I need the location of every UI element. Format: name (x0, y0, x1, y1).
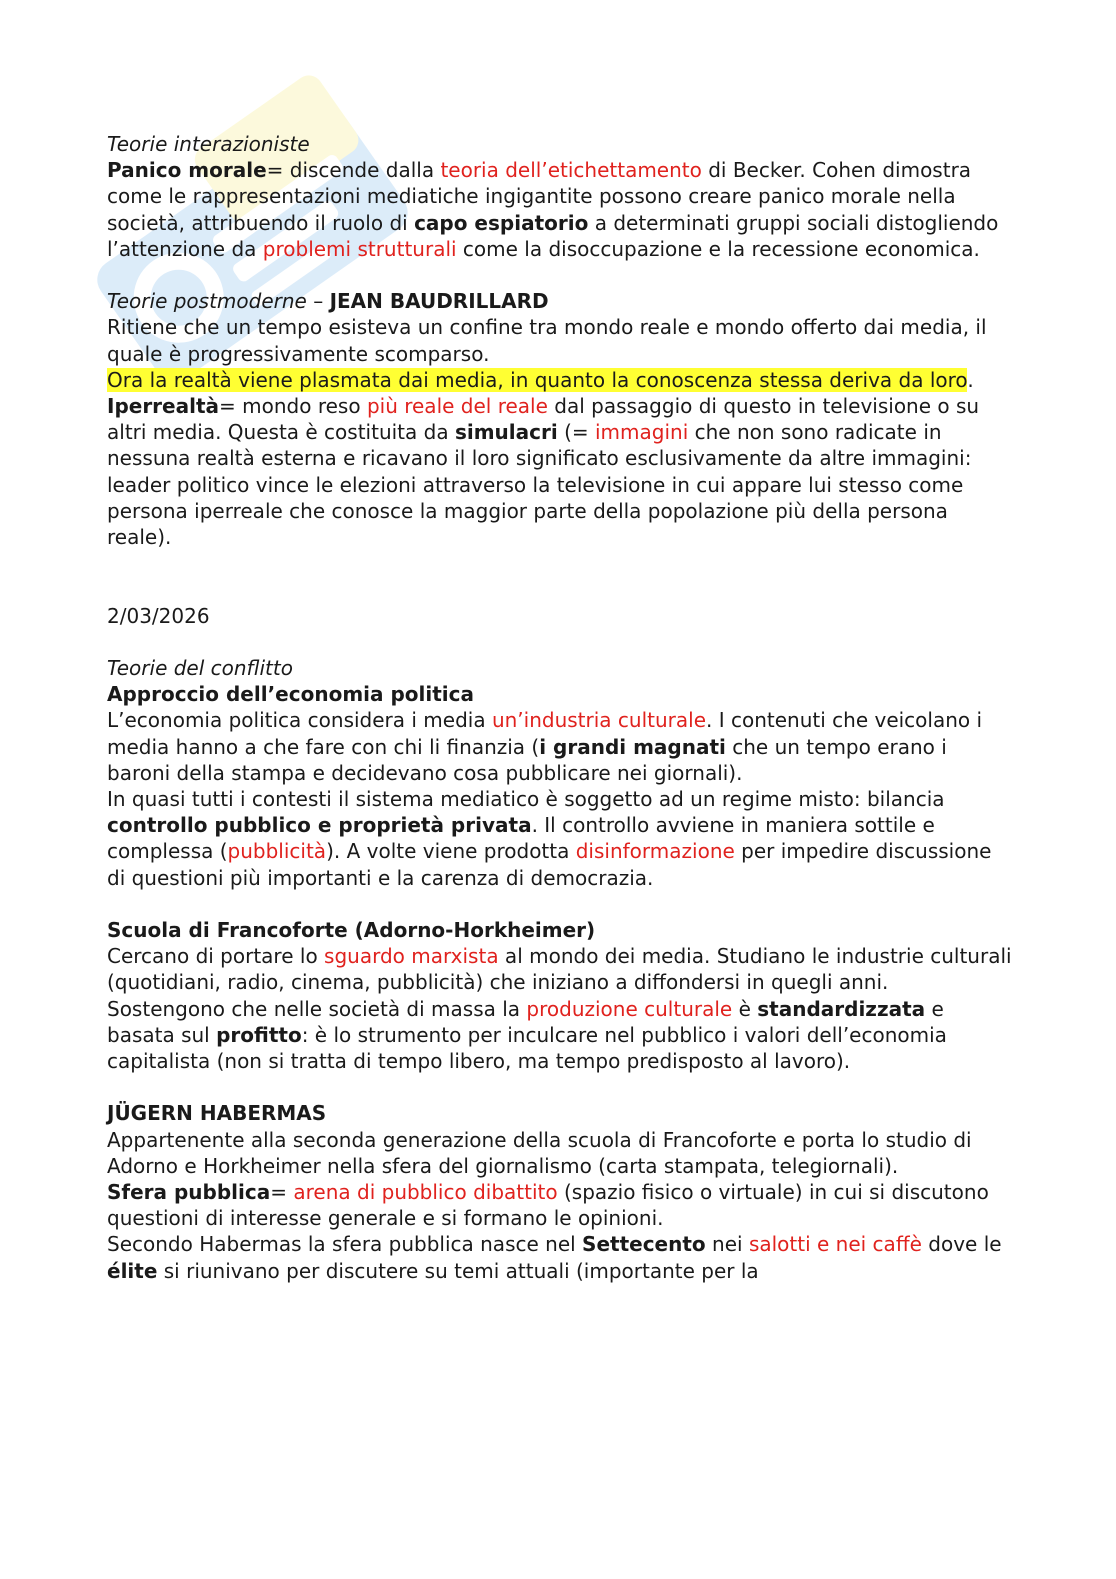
iperrealta-paragraph: Iperrealtà= mondo reso più reale del reale dal passaggio di questo in televisione o su altri media. Questa è costituita da simulacri (= immagini che non sono radicate in nessuna realtà esterna e ricavano il loro significato esclusivamente da altre immagini: leader politico vince le elezioni attraverso la televisione in cui appare lui stesso come persona iperreale che conosce la maggior parte della popolazione più della persona reale). (107, 394, 980, 550)
highlight-term: più reale del reale (366, 394, 548, 419)
economia-politica-paragraph: L’economia politica considera i media un’industria culturale. I contenuti che veicolano i media hanno a che fare con chi li finanzia (i grandi magnati che un tempo erano i baroni della stampa e decidevano cosa pubblicare nei giornali). (107, 708, 983, 785)
term-sfera-pubblica: Sfera pubblica (107, 1180, 271, 1205)
sfera-pubblica-paragraph: Sfera pubblica= arena di pubblico dibattito (spazio fisico o virtuale) in cui si discutono questioni di interesse generale e si formano le opinioni. (107, 1180, 989, 1231)
baudrillard-paragraph: Ritiene che un tempo esisteva un confine tra mondo reale e mondo offerto dai media, il quale è progressivamente scomparso. (107, 315, 987, 366)
section-heading-interazioniste: Teorie interazioniste (107, 132, 310, 156)
highlight-term: produzione culturale (526, 996, 733, 1021)
author-name: JEAN BAUDRILLARD (329, 289, 549, 314)
highlight-term: immagini (595, 420, 689, 445)
highlight-term: teoria dell’etichettamento (440, 158, 702, 183)
regime-misto-paragraph: In quasi tutti i contesti il sistema mediatico è soggetto ad un regime misto: bilancia controllo pubblico e proprietà privata. Il controllo avviene in maniera sottile e complessa (pubblicità). A volte viene prodotta disinformazione per impedire discussione di questioni più importanti e la carenza di democrazia. (107, 787, 992, 890)
francoforte-paragraph: Cercano di portare lo sguardo marxista al mondo dei media. Studiano le industrie culturali (quotidiani, radio, cinema, pubblicità) che iniziano a diffondersi in quegli anni. (107, 944, 1012, 995)
section-title-economia-politica: Approccio dell’economia politica (107, 682, 475, 707)
section-heading-conflitto: Teorie del conflitto (107, 656, 293, 681)
section-heading-postmoderne: Teorie postmoderne – JEAN BAUDRILLARD (107, 289, 549, 314)
lecture-date: 2/03/2026 (107, 603, 210, 628)
highlight-term: sguardo marxista (324, 944, 499, 969)
habermas-paragraph: Appartenente alla seconda generazione della scuola di Francoforte e porta lo studio di Adorno e Horkheimer nella sfera del giornalismo (carta stampata, telegiornali). (107, 1127, 972, 1178)
highlight-term: salotti e nei caffè (748, 1232, 922, 1257)
highlight-term: problemi strutturali (262, 236, 457, 261)
highlighted-sentence: Ora la realtà viene plasmata dai media, in quanto la conoscenza stessa deriva da loro. (107, 367, 974, 392)
highlight-term: disinformazione (575, 839, 735, 864)
highlight-term: pubblicità (227, 839, 327, 864)
section-title-habermas: JÜGERN HABERMAS (107, 1101, 327, 1126)
document-page (107, 131, 1012, 1284)
highlight-term: un’industria culturale (491, 708, 707, 733)
panico-morale-paragraph: Panico morale= discende dalla teoria dell’etichettamento di Becker. Cohen dimostra come le rappresentazioni mediatiche ingigantite possono creare panico morale nella società, attribuendo il ruolo di capo espiatorio a determinati gruppi sociali distogliendo l’attenzione da problemi strutturali come la disoccupazione e la recessione economica. (107, 158, 999, 261)
produzione-culturale-paragraph: Sostengono che nelle società di massa la produzione culturale è standardizzata e basata sul profitto: è lo strumento per inculcare nel pubblico i valori dell’economia capitalista (non si tratta di tempo libero, ma tempo predisposto al lavoro). (107, 996, 947, 1074)
highlight-term: arena di pubblico dibattito (293, 1180, 558, 1205)
term-iperrealta: Iperrealtà (107, 394, 220, 419)
term-panico-morale: Panico morale (107, 158, 267, 183)
section-title-francoforte: Scuola di Francoforte (Adorno-Horkheimer) (107, 918, 596, 943)
settecento-paragraph: Secondo Habermas la sfera pubblica nasce nel Settecento nei salotti e nei caffè dove le élite si riunivano per discutere su temi attuali (importante per la (107, 1232, 1002, 1283)
